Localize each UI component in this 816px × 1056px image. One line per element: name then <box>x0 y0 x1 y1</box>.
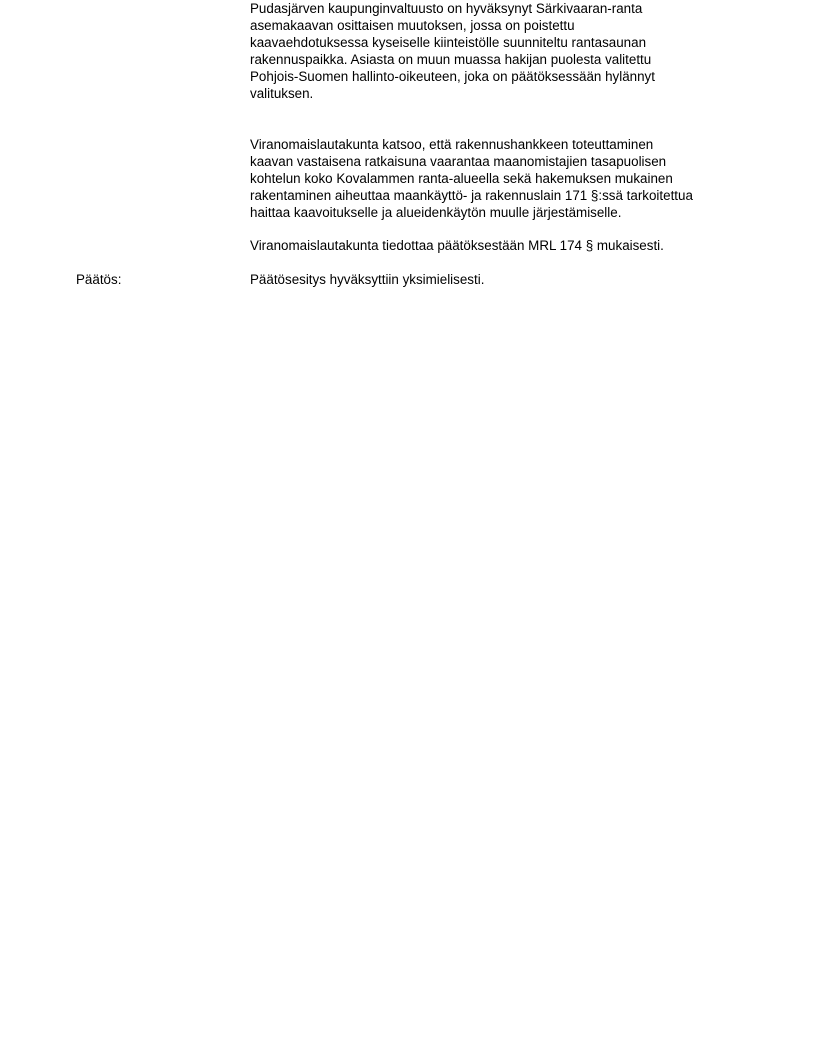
decision-label: Päätös: <box>76 272 122 287</box>
decision-text: Päätösesitys hyväksyttiin yksimielisesti. <box>250 272 485 287</box>
paragraph-assessment <box>250 136 750 221</box>
text-line: valituksen. <box>250 86 314 101</box>
text-line: kohtelun koko Kovalammen ranta-alueella sekä hakemuksen mukainen <box>250 171 673 186</box>
text-line: rakentaminen aiheuttaa maankäyttö- ja rakennuslain 171 §:ssä tarkoitettua <box>250 188 693 203</box>
paragraph-notice <box>250 237 750 254</box>
text-line: Viranomaislautakunta katsoo, että rakennushankkeen toteuttaminen <box>250 137 654 152</box>
text-line: haittaa kaavoitukselle ja alueidenkäytön muulle järjestämiselle. <box>250 205 622 220</box>
text-line: kaavaehdotuksessa kyseiselle kiinteistölle suunniteltu rantasaunan <box>250 35 647 50</box>
text-line: kaavan vastaisena ratkaisuna vaarantaa maanomistajien tasapuolisen <box>250 154 667 169</box>
text-line: Viranomaislautakunta tiedottaa päätöksestään MRL 174 § mukaisesti. <box>250 238 664 253</box>
text-line: Pudasjärven kaupunginvaltuusto on hyväksynyt Särkivaaran-ranta <box>250 1 643 16</box>
paragraph-background <box>250 0 750 102</box>
text-line: Pohjois-Suomen hallinto-oikeuteen, joka on päätöksessään hylännyt <box>250 69 655 84</box>
text-line: rakennuspaikka. Asiasta on muun muassa hakijan puolesta valitettu <box>250 52 652 67</box>
text-line: asemakaavan osittaisen muutoksen, jossa on poistettu <box>250 18 575 33</box>
